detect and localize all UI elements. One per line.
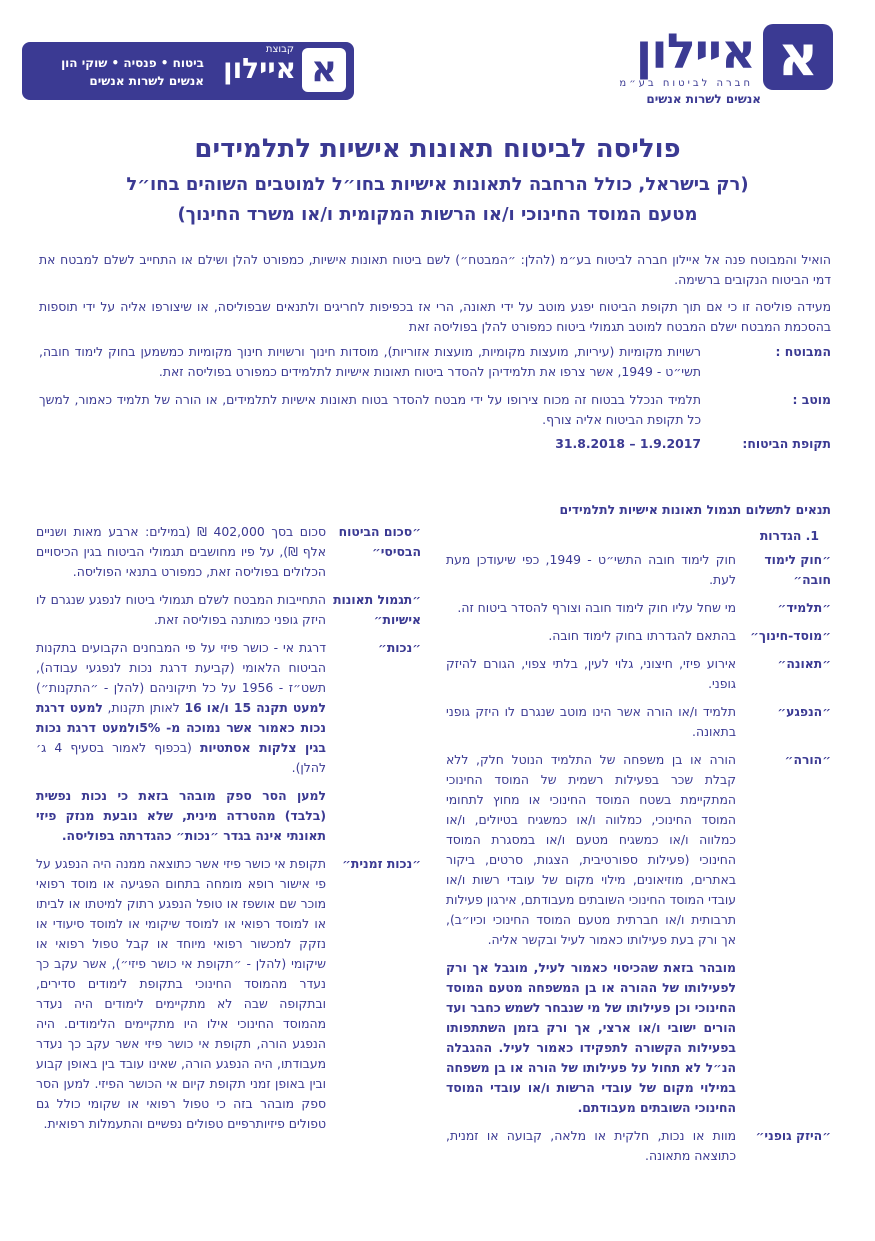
definition-label: מוטב : (792, 392, 831, 407)
entry-label: ״הורה״ (784, 752, 831, 767)
entry-text: סכום בסך 402,000 ₪ (במילים: ארבע מאות ושניים אלף ₪), על פיו מחושבים תגמולי הביטוח בגין הכיסויים הכלולים בפוליסה זאת, כמפורט בתנאי הפוליסה. (36, 524, 326, 579)
entry-label: ״תלמיד״ (777, 600, 831, 615)
parent-coverage-note: מובהר בזאת שהכיסוי כאמור לעיל, מוגבל אך ורק לפעילותו של ההורה או בן המשפחה מטעם המוסד החינוכי וכן פעילותו של מי שנבחר לשמש כחבר ועד הורים ישובי ו/או ארצי, אך ורק בזמן השתתפותו בפעילות הקשורה לתפקידו כאמור לעיל. ההגבלה הנ״ל לא תחול על פעילותו של הורה או בן משפחה במילוי מקום של עובדי הרשות ו/או עובדי המוסד החינוכי השובתים מעבודתם. (446, 960, 736, 1115)
policy-subtitle-line2: מטעם המוסד החינוכי ו/או הרשות המקומית ו/או משרד החינוך) (177, 204, 698, 225)
definition-entry (441, 1126, 831, 1166)
entry-label: ״תאונה״ (777, 656, 831, 671)
definitions-section-heading: 1. הגדרות (759, 528, 819, 543)
definition-entry (31, 590, 421, 630)
entry-text: בהתאם להגדרתו בחוק לימוד חובה. (548, 628, 736, 643)
definition-entry (441, 550, 831, 590)
entry-text: הורה או בן משפחה של התלמיד הנוטל חלק, ללא קבלת שכר בפעילות רשמית של המוסד החינוכי המתקיימת בשטח המוסד החינוכי או מחוץ לתחומי המוסד החינוכי, כמלווה ו/או כמשגיח בטיולים, ו/או כמלווה ו/או כמשגיח מטעם ו/או במסגרת המוסד החינוכי (פעילות ספורטיבית, הצגות, סרטים, ביקור באתרים, מוזיאונים, מילוי מקום של עובדי רשות ו/או עובדי המוסד החינוכי השובתים מעבודתם, אירגון פעילות תרבותית ו/או חברתית מטעם המוסד החינוכי וכיו״ב), אך ורק בעת פעילותו כאמור לעיל ובקשר אליה. (446, 752, 736, 947)
policy-subtitle-line1: (רק בישראל, כולל הרחבה לתאונות אישיות בחו״ל למוטבים השוהים בחו״ל (126, 174, 749, 195)
ayalon-logo-name: איילון (635, 24, 755, 80)
mental-disability-note: למען הסר ספק מובהר בזאת כי נכות נפשית (בלבד) מהטרדה מינית, שלא נובעת מנזק פיזי תאונתי אינה בגדר ״נכות״ כהגדרתה בפוליסה. (36, 788, 326, 843)
definition-label: תקופת הביטוח: (742, 436, 831, 451)
entry-text: התחייבות המבטח לשלם תגמולי ביטוח לנפגע שנגרם לו היזק גופני כמותנה בפוליסה זאת. (36, 592, 326, 627)
entry-label: ״נכות זמנית״ (342, 856, 421, 871)
entry-label: ״תגמול תאונות אישיות״ (333, 592, 421, 627)
definition-entry (31, 522, 421, 582)
ayalon-mark-icon: א (763, 24, 833, 90)
ayalon-group-logo (22, 42, 354, 100)
ayalon-logo (608, 22, 833, 112)
definition-entry (441, 702, 831, 742)
definition-entry (441, 626, 831, 646)
entry-text (36, 638, 326, 778)
definition-entry-disability (31, 638, 421, 778)
entry-text: תקופת אי כושר פיזי אשר כתוצאה ממנה היה הנפגע על פי אישור רופא מומחה בתחום הפגיעה או מוסד רפואי מוכר שם אושפז או טופל הנפגע רתוק למיטתו או לביתו או למוסד רפואי או למוסד שיקומי או למוסד סיעודי או נזקק למכשור רפואי מיוחד או קבל טפול רפואי או שיקומי (להלן - ״תקופת אי כושר פיזי״), אשר עקב כך נעדר מהמוסד החינוכי בתקופת לימודים סדירים, ובתקופה שבה לא מתקיימים לימודים היה נעדר מהמוסד החינוכי אילו היו מתקיימים הלימודים. היה הנפגע הורה, תקופת אי כושר פיזי אשר עקב כך נעדר מעבודתו, היה הנפגע הורה, שאינו עובד בין באופן קבוע ובין באופן זמני תקופת קיום אי הכושר הפיזי. למען הסר ספק מובהר בזה כי טפול רפואי או שקומי כולל גם טפולים פיזיותרפיים טפולים נפשיים והתעמלות רפואית. (36, 856, 326, 1131)
entry-text: חוק לימוד חובה התשי״ט - 1949, כפי שיעודכן מעת לעת. (446, 552, 736, 587)
entry-text-part: (בכפוף לאמור בסעיף 4 ג׳ להלן). (36, 740, 326, 775)
entry-label: ״מוסד-חינוך״ (750, 628, 831, 643)
ayalon-group-mark-icon: א (302, 48, 346, 92)
definition-text: רשויות מקומיות (עיריות, מועצות מקומיות, מועצות אזוריות), מוסדות חינוך ורשויות חינוך מקומיות כמשמען בחוק לימוד חובה, תשי״ט - 1949, אשר צרפו את תלמידיהן להסדר ביטוח תאונות אישיות לתלמידים כמפורט בפוליסה זאת. (39, 344, 701, 379)
entry-label: ״הנפגע״ (777, 704, 831, 719)
entry-label: ״נכות״ (378, 640, 421, 655)
entry-text-bold: למעט דרגת נכות כאמור אשר נמוכה מ- 5%ולמעט דרגת נכות בגין צלקות אסתטיות (36, 700, 326, 755)
definition-label: המבוטח : (775, 344, 831, 359)
conditions-title: תנאים לתשלום תגמול תאונות אישיות לתלמידים (559, 502, 831, 517)
entry-text: אירוע פיזי, חיצוני, גלוי לעין, בלתי צפוי, הגורם להיזק גופני. (446, 656, 736, 691)
definition-period (39, 434, 831, 456)
ayalon-group-name: איילון (222, 52, 296, 85)
entry-text-part: לאותן תקנות, (102, 700, 185, 715)
ayalon-group-prefix: קבוצת (265, 44, 294, 55)
ayalon-logo-slogan: אנשים לשרות אנשים (646, 92, 761, 106)
entry-label: ״היזק גופני״ (755, 1128, 831, 1143)
definition-text: תלמיד הנכלל בבטוח זה מכוח צירופו על ידי מבטח להסדר בטוח תאונות אישיות לתלמידים, או הורה של תלמיד כאמור, למשך כל תקופת הביטוח אליה צורף. (39, 392, 701, 427)
entry-text-part: דרגת אי - כושר פיזי על פי המבחנים הקבועים בתקנות הביטוח הלאומי (קביעת דרגת נכות לנפגעי עבודה), תשט״ז - 1956 על כל תיקוניהם (להלן - ״התקנות״) (36, 640, 326, 695)
entry-text: תלמיד ו/או הורה אשר הינו מוטב שנגרם לו היזק גופני בתאונה. (446, 704, 736, 739)
definitions-left-column (31, 522, 421, 1142)
entry-label: ״סכום הביטוח הבסיסי״ (338, 524, 421, 559)
definition-beneficiary (39, 390, 831, 434)
definition-entry (441, 750, 831, 950)
intro-paragraph-2: מעידה פוליסה זו כי אם תוך תקופת הביטוח יפגע מוטב על ידי תאונה, הרי אז בכפיפות לחריגים ולתנאים שבפוליסה, או שיצורפו אליה על ידי תוספות בהסכמת המבטח ישלם המבטח למוטב תגמולי ביטוח כמפורט להלן בפוליסה זאת (39, 299, 831, 334)
definition-entry (441, 598, 831, 618)
ayalon-group-services: ביטוח • פנסיה • שוקי הון (61, 56, 204, 70)
entry-text-bold: למעט תקנה 15 ו/או 16 (184, 700, 326, 715)
entry-text: מי שחל עליו חוק לימוד חובה וצורף להסדר ביטוח זה. (457, 600, 736, 615)
definitions-right-column (441, 550, 831, 1174)
policy-title: פוליסה לביטוח תאונות אישיות לתלמידים (194, 134, 681, 164)
intro-paragraph-1: הואיל והמבוטח פנה אל איילון חברה לביטוח בע״מ (להלן: ״המבטח״) לשם ביטוח תאונות אישיות, כמפורט להלן ושילם או התחייב לשלם למבטח את דמי הביטוח הנקובים ברשימה. (39, 252, 831, 287)
ayalon-group-slogan: אנשים לשרות אנשים (89, 74, 204, 88)
entry-text: מוות או נכות, חלקית או מלאה, קבועה או זמנית, כתוצאה מתאונה. (446, 1128, 736, 1163)
definition-entry (441, 654, 831, 694)
definition-insured (39, 342, 831, 386)
definition-entry (31, 854, 421, 1134)
definition-text: 1.9.2017 – 31.8.2018 (555, 436, 701, 451)
entry-label: ״חוק לימוד חובה״ (764, 552, 831, 587)
ayalon-logo-company: חברה לביטוח בע״מ (619, 78, 753, 89)
